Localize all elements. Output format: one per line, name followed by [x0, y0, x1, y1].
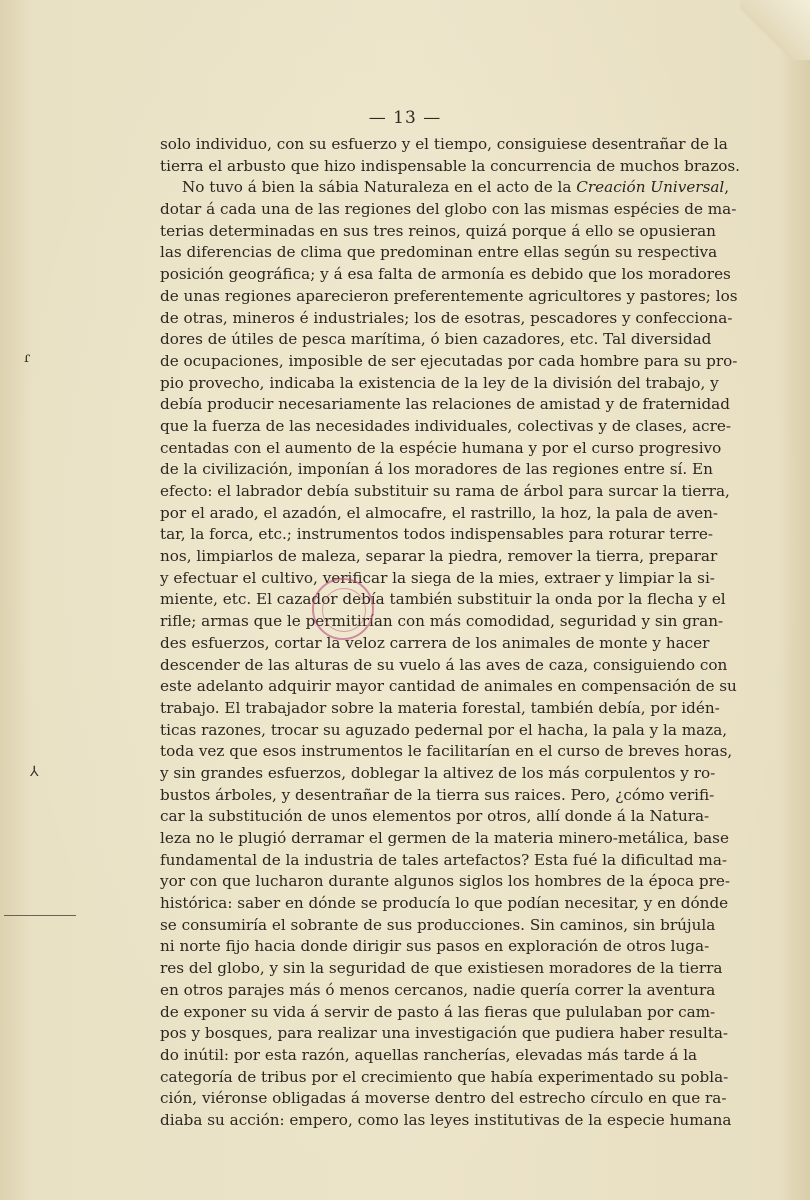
page-number: — 13 — — [368, 108, 442, 128]
margin-mark: ɾ — [24, 350, 31, 366]
text-line: bustos árboles, y desentrañar de la tierra sus raices. Pero, ¿cómo verifi- — [160, 785, 715, 804]
text-line: ni norte fijo hacia donde dirigir sus pasos en exploración de otros luga- — [160, 937, 710, 956]
text-line: debía producir necesariamente las relaciones de amistad y de fraternidad — [160, 395, 730, 414]
text-line: car la substitución de unos elementos por otros, allí donde á la Natura- — [160, 807, 710, 826]
text-line: se consumiría el sobrante de sus producciones. Sin caminos, sin brújula — [160, 915, 716, 934]
text-line: leza no le plugió derramar el germen de la materia minero-metálica, base — [160, 829, 729, 847]
margin-mark: ⅄ — [30, 764, 39, 780]
text-line: terias determinadas en sus tres reinos, quizá porque á ello se opusieran — [160, 221, 716, 240]
text-line: pio provecho, indicaba la existencia de la ley de la división del trabajo, y — [160, 373, 719, 392]
text-line: categoría de tribus por el crecimiento que había experimentado su pobla- — [160, 1067, 729, 1086]
text-line: posición geográfica; y á esa falta de armonía es debido que los moradores — [160, 265, 731, 284]
text-line: que la fuerza de las necesidades individuales, colectivas y de clases, acre- — [160, 416, 731, 435]
text-line: solo individuo, con su esfuerzo y el tiempo, consiguiese desentrañar de la — [160, 135, 728, 153]
text-line: dores de útiles de pesca marítima, ó bien cazadores, etc. Tal diversidad — [160, 330, 712, 349]
text-line: ción, viéronse obligadas á moverse dentro del estrecho círculo en que ra- — [160, 1089, 727, 1108]
text-line: centadas con el aumento de la espécie humana y por el curso progresivo — [160, 438, 722, 457]
text-line: de la civilización, imponían á los moradores de las regiones entre sí. En — [160, 460, 713, 479]
text-line: rifle; armas que le permitirían con más comodidad, seguridad y sin gran- — [160, 612, 724, 631]
text-line: de ocupaciones, imposible de ser ejecutadas por cada hombre para su pro- — [160, 351, 738, 370]
text-line: fundamental de la industria de tales artefactos? Esta fué la dificultad ma- — [160, 850, 728, 869]
text-line: y sin grandes esfuerzos, doblegar la altivez de los más corpulentos y ro- — [160, 763, 716, 782]
margin-line — [4, 915, 76, 916]
text-line: dotar á cada una de las regiones del globo con las mismas espécies de ma- — [160, 200, 737, 219]
text-line: de exponer su vida á servir de pasto á las fieras que pululaban por cam- — [160, 1002, 716, 1021]
body-text — [160, 134, 740, 1132]
text-line: en otros parajes más ó menos cercanos, nadie quería correr la aventura — [160, 980, 716, 999]
text-line: efecto: el labrador debía substituir su rama de árbol para surcar la tierra, — [160, 482, 730, 500]
text-line: yor con que lucharon durante algunos siglos los hombres de la época pre- — [160, 872, 731, 891]
text-line: por el arado, el azadón, el almocafre, el rastrillo, la hoz, la pala de aven- — [160, 503, 718, 522]
text-line: histórica: saber en dónde se producía lo que podían necesitar, y en dónde — [160, 894, 729, 913]
text-line: diaba su acción: empero, como las leyes institutivas de la especie humana — [160, 1110, 732, 1129]
text-line: y efectuar el cultivo, verificar la siega de la mies, extraer y limpiar la si- — [160, 568, 715, 587]
text-line: pos y bosques, para realizar una investigación que pudiera haber resulta- — [160, 1024, 729, 1043]
text-line: las diferencias de clima que predominan entre ellas según su respectiva — [160, 243, 718, 262]
text-line: de unas regiones aparecieron preferentemente agricultores y pastores; los — [160, 286, 738, 305]
text-line: ticas razones, trocar su aguzado pedernal por el hacha, la pala y la maza, — [160, 720, 728, 739]
text-line: nos, limpiarlos de maleza, separar la piedra, remover la tierra, preparar — [160, 547, 718, 566]
library-stamp — [312, 578, 374, 640]
text-line: des esfuerzos, cortar la veloz carrera de los animales de monte y hacer — [160, 633, 710, 652]
text-line: toda vez que esos instrumentos le facilitarían en el curso de breves horas, — [160, 742, 733, 761]
text-line: descender de las alturas de su vuelo á las aves de caza, consiguiendo con — [160, 655, 728, 674]
text-line: este adelanto adquirir mayor cantidad de animales en compensación de su — [160, 677, 737, 696]
text-line: tierra el arbusto que hizo indispensable la concurrencia de muchos brazos. — [160, 156, 740, 175]
text-line: tar, la forca, etc.; instrumentos todos indispensables para roturar terre- — [160, 525, 713, 544]
text-line: do inútil: por esta razón, aquellas rancherías, elevadas más tarde á la — [160, 1045, 698, 1064]
text-line: trabajo. El trabajador sobre la materia forestal, también debía, por idén- — [160, 698, 720, 717]
folded-corner — [740, 0, 810, 60]
text-line: miente, etc. El cazador debía también substituir la onda por la flecha y el — [160, 590, 726, 609]
text-line: res del globo, y sin la seguridad de que existiesen moradores de la tierra — [160, 959, 723, 978]
text-line: de otras, mineros é industriales; los de esotras, pescadores y confecciona- — [160, 308, 733, 327]
text-line: No tuvo á bien la sábia Naturaleza en el acto de la Creación Universal, — [182, 178, 730, 197]
